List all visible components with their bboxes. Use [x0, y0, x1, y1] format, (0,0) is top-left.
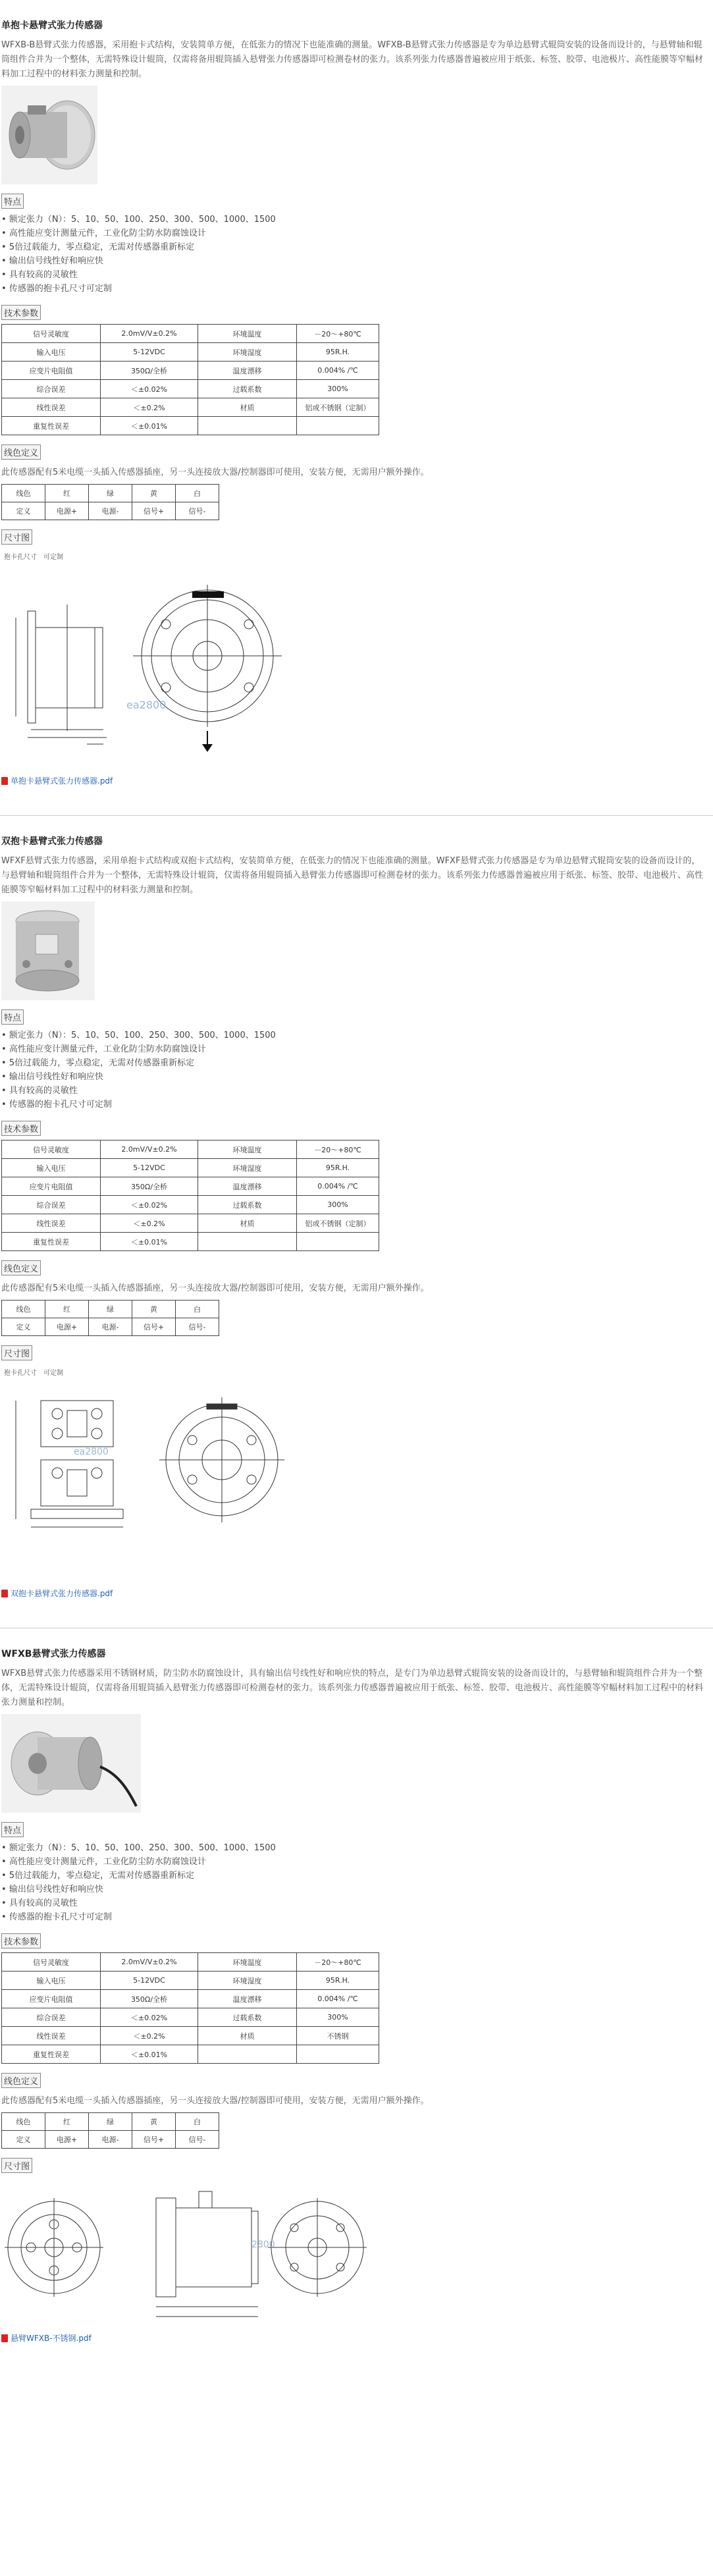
product-description: WFXB-B悬臂式张力传感器，采用抱卡式结构，安装简单方便，在低张力的情况下也能准确的测量。WFXB-B悬臂式张力传感器是专为单边悬臂式辊筒安装的设备而设计的，与悬臂轴和辊筒组件合并为一个整体，无需特殊设计辊筒，仅需将备用辊筒插入悬臂张力传感器即可检测卷材的张力。该系列张力传感器普遍被应用于纸张、标签、胶带、电池极片、高性能膜等窄幅材料加工过程中的材料张力测量和控制。 [1, 40, 704, 79]
features-tag: 特点 [1, 1009, 24, 1025]
spec-cell: 环境湿度 [198, 1972, 297, 1990]
pdf-label: 悬臂WFXB-不锈钢.pdf [11, 2334, 92, 2343]
spec-cell: ＜±0.01% [101, 417, 198, 435]
spec-cell: 材质 [198, 398, 297, 417]
wire-cell: 红 [45, 485, 89, 502]
spec-cell: 环境湿度 [198, 1159, 297, 1177]
spec-cell: 5-12VDC [101, 1972, 198, 1990]
wire-cell: 信号- [176, 2131, 219, 2149]
spec-cell: 重复性误差 [2, 417, 101, 435]
table-row [2, 1196, 379, 1214]
pdf-icon [1, 1590, 8, 1597]
params-tag: 技术参数 [1, 1121, 41, 1136]
wire-cell: 红 [45, 1301, 89, 1318]
drawing-caption: 抱卡孔尺寸 可定制 [4, 1370, 63, 1377]
params-tag: 技术参数 [1, 1933, 41, 1948]
spec-cell: 铝或不锈钢（定制） [297, 398, 379, 417]
feature-item: • 高性能应变计测量元件，工业化防尘防水防腐蚀设计 [1, 227, 713, 240]
spec-cell: 铝或不锈钢（定制） [297, 1214, 379, 1233]
feature-item: • 具有较高的灵敏性 [1, 268, 713, 282]
features-list [0, 1841, 713, 1924]
spec-cell: 350Ω/全桥 [101, 362, 198, 380]
product-section-3 [0, 1628, 713, 2344]
spec-cell: 0.004% /℃ [297, 1177, 379, 1196]
table-row [2, 2131, 219, 2149]
drawing-caption: 抱卡孔尺寸 可定制 [4, 554, 63, 561]
table-row [2, 417, 379, 435]
spec-cell [198, 1233, 297, 1251]
table-row [2, 1972, 379, 1990]
spec-cell: －20～+80℃ [297, 1140, 379, 1159]
pdf-download-link[interactable] [1, 2332, 713, 2344]
spec-table [1, 1952, 379, 2064]
spec-cell: 0.004% /℃ [297, 362, 379, 380]
spec-cell: 95R.H. [297, 1972, 379, 1990]
spec-cell: 信号灵敏度 [2, 325, 101, 343]
table-row [2, 1301, 219, 1318]
spec-cell [198, 2045, 297, 2064]
pdf-icon [1, 2334, 8, 2342]
spec-cell: 过载系数 [198, 1196, 297, 1214]
svg-text:2800: 2800 [251, 2240, 275, 2250]
feature-item: • 具有较高的灵敏性 [1, 1896, 713, 1910]
spec-cell: 综合误差 [2, 1196, 101, 1214]
spec-cell: 温度漂移 [198, 1177, 297, 1196]
spec-cell: ＜±0.01% [101, 2045, 198, 2064]
table-row [2, 2045, 379, 2064]
wiring-tag: 线色定义 [1, 1260, 41, 1275]
features-list [0, 213, 713, 296]
table-row [2, 1233, 379, 1251]
spec-cell: ＜±0.02% [101, 1196, 198, 1214]
feature-item: • 额定张力（N）：5、10、50、100、250、300、500、1000、1500 [1, 1841, 713, 1855]
product-photo [1, 86, 97, 184]
product-section-1 [0, 0, 713, 816]
dimensions-tag: 尺寸图 [1, 2158, 32, 2173]
wiring-note: 此传感器配有5米电缆一头插入传感器插座，另一头连接放大器/控制器即可使用，安装方便，无需用户额外操作。 [1, 1283, 429, 1293]
wire-cell: 信号+ [132, 1318, 176, 1336]
wire-cell: 线色 [2, 2113, 45, 2131]
spec-cell: 0.004% /℃ [297, 1990, 379, 2008]
feature-item: • 额定张力（N）：5、10、50、100、250、300、500、1000、1500 [1, 213, 713, 227]
wire-cell: 电源+ [45, 502, 89, 520]
wire-cell: 绿 [89, 2113, 132, 2131]
feature-item: • 传感器的抱卡孔尺寸可定制 [1, 1098, 713, 1112]
wire-cell: 信号- [176, 1318, 219, 1336]
wire-cell: 定义 [2, 2131, 45, 2149]
spec-cell: 综合误差 [2, 2008, 101, 2027]
feature-item: • 高性能应变计测量元件，工业化防尘防水防腐蚀设计 [1, 1042, 713, 1056]
spec-cell: 综合误差 [2, 380, 101, 398]
dimension-drawing [1, 551, 713, 768]
table-row [2, 1953, 379, 1972]
spec-cell: 输入电压 [2, 1972, 101, 1990]
feature-item: • 5倍过载能力，零点稳定，无需对传感器重新标定 [1, 240, 713, 254]
wiring-tag: 线色定义 [1, 444, 41, 460]
wire-cell: 电源+ [45, 1318, 89, 1336]
spec-cell: ＜±0.2% [101, 2027, 198, 2045]
params-tag: 技术参数 [1, 305, 41, 320]
spec-cell: ＜±0.02% [101, 2008, 198, 2027]
spec-cell: 95R.H. [297, 1159, 379, 1177]
spec-cell: 应变片电阻值 [2, 1990, 101, 2008]
feature-item: • 输出信号线性好和响应快 [1, 1883, 713, 1896]
spec-cell: 过载系数 [198, 2008, 297, 2027]
table-row [2, 1318, 219, 1336]
spec-cell: 300% [297, 2008, 379, 2027]
spec-cell: 300% [297, 380, 379, 398]
spec-cell [297, 2045, 379, 2064]
feature-item: • 输出信号线性好和响应快 [1, 1070, 713, 1084]
table-row [2, 2008, 379, 2027]
dimension-drawing [1, 2178, 713, 2326]
spec-cell: 350Ω/全桥 [101, 1177, 198, 1196]
wire-cell: 白 [176, 2113, 219, 2131]
spec-cell: 信号灵敏度 [2, 1953, 101, 1972]
spec-cell: 线性误差 [2, 398, 101, 417]
spec-cell: ＜±0.01% [101, 1233, 198, 1251]
svg-text:ea2800: ea2800 [126, 699, 167, 711]
feature-item: • 传感器的抱卡孔尺寸可定制 [1, 1910, 713, 1924]
spec-cell: 应变片电阻值 [2, 1177, 101, 1196]
product-title: 单抱卡悬臂式张力传感器 [1, 20, 103, 31]
spec-cell: 输入电压 [2, 343, 101, 362]
spec-cell: 温度漂移 [198, 362, 297, 380]
product-section-2 [0, 816, 713, 1628]
wire-cell: 电源+ [45, 2131, 89, 2149]
spec-cell: 5-12VDC [101, 343, 198, 362]
feature-item: • 额定张力（N）：5、10、50、100、250、300、500、1000、1500 [1, 1029, 713, 1042]
spec-cell: 环境湿度 [198, 343, 297, 362]
spec-cell: ＜±0.2% [101, 1214, 198, 1233]
wire-cell: 黄 [132, 1301, 176, 1318]
feature-item: • 传感器的抱卡孔尺寸可定制 [1, 282, 713, 296]
spec-table [1, 324, 379, 435]
table-row [2, 1214, 379, 1233]
wiring-table [1, 1300, 219, 1336]
spec-cell: ＜±0.2% [101, 398, 198, 417]
product-title: WFXB悬臂式张力传感器 [1, 1649, 106, 1659]
spec-cell: 2.0mV/V±0.2% [101, 1140, 198, 1159]
wire-cell: 信号- [176, 502, 219, 520]
wire-cell: 信号+ [132, 502, 176, 520]
features-tag: 特点 [1, 194, 24, 209]
wiring-table [1, 484, 219, 520]
spec-cell: 环境温度 [198, 1140, 297, 1159]
wire-cell: 定义 [2, 502, 45, 520]
spec-cell: 环境温度 [198, 325, 297, 343]
product-photo [1, 901, 95, 1000]
table-row [2, 502, 219, 520]
spec-cell: 2.0mV/V±0.2% [101, 325, 198, 343]
spec-cell: －20～+80℃ [297, 325, 379, 343]
dimension-drawing [1, 1367, 713, 1581]
spec-cell: 材质 [198, 1214, 297, 1233]
wire-cell: 白 [176, 485, 219, 502]
wire-cell: 电源- [89, 502, 132, 520]
product-description: WFXF悬臂式张力传感器，采用单抱卡式结构或双抱卡式结构，安装简单方便，在低张力的情况下也能准确的测量。WFXF悬臂式张力传感器是专为单边悬臂式辊筒安装的设备而设计的，与悬臂轴和辊筒组件合并为一个整体，无需特殊设计辊筒，仅需将备用辊筒插入悬臂张力传感器即可检测卷材的张力。该系列张力传感器普遍被应用于纸张、标签、胶带、电池极片、高性能膜等窄幅材料加工过程中的材料张力测量和控制。 [1, 856, 704, 895]
table-row [2, 2113, 219, 2131]
table-row [2, 2027, 379, 2045]
dimensions-tag: 尺寸图 [1, 1345, 32, 1360]
spec-cell [198, 417, 297, 435]
wiring-note: 此传感器配有5米电缆一头插入传感器插座，另一头连接放大器/控制器即可使用，安装方便，无需用户额外操作。 [1, 468, 429, 477]
spec-cell: 应变片电阻值 [2, 362, 101, 380]
pdf-label: 双抱卡悬臂式张力传感器.pdf [11, 1589, 113, 1598]
spec-cell: 重复性误差 [2, 1233, 101, 1251]
wire-cell: 绿 [89, 1301, 132, 1318]
table-row [2, 1177, 379, 1196]
wiring-table [1, 2112, 219, 2149]
table-row [2, 1159, 379, 1177]
feature-item: • 具有较高的灵敏性 [1, 1084, 713, 1098]
table-row [2, 1140, 379, 1159]
pdf-download-link[interactable] [1, 775, 713, 786]
spec-cell: 信号灵敏度 [2, 1140, 101, 1159]
spec-cell: 300% [297, 1196, 379, 1214]
wire-cell: 黄 [132, 2113, 176, 2131]
spec-cell: 线性误差 [2, 1214, 101, 1233]
table-row [2, 325, 379, 343]
wire-cell: 定义 [2, 1318, 45, 1336]
pdf-icon [1, 777, 8, 785]
table-row [2, 398, 379, 417]
features-list [0, 1029, 713, 1112]
spec-cell: 材质 [198, 2027, 297, 2045]
spec-cell: 温度漂移 [198, 1990, 297, 2008]
table-row [2, 380, 379, 398]
feature-item: • 5倍过载能力，零点稳定，无需对传感器重新标定 [1, 1869, 713, 1883]
table-row [2, 485, 219, 502]
table-row [2, 362, 379, 380]
spec-cell: ＜±0.02% [101, 380, 198, 398]
spec-table [1, 1140, 379, 1251]
svg-text:ea2800: ea2800 [74, 1447, 109, 1457]
wire-cell: 绿 [89, 485, 132, 502]
wire-cell: 白 [176, 1301, 219, 1318]
spec-cell: 重复性误差 [2, 2045, 101, 2064]
table-row [2, 1990, 379, 2008]
product-photo [1, 1714, 141, 1813]
spec-cell: 5-12VDC [101, 1159, 198, 1177]
feature-item: • 输出信号线性好和响应快 [1, 254, 713, 268]
wire-cell: 电源- [89, 2131, 132, 2149]
spec-cell [297, 417, 379, 435]
feature-item: • 5倍过载能力，零点稳定，无需对传感器重新标定 [1, 1056, 713, 1070]
spec-cell: 350Ω/全桥 [101, 1990, 198, 2008]
spec-cell: 环境温度 [198, 1953, 297, 1972]
feature-item: • 高性能应变计测量元件，工业化防尘防水防腐蚀设计 [1, 1855, 713, 1869]
wire-cell: 线色 [2, 1301, 45, 1318]
spec-cell: 95R.H. [297, 343, 379, 362]
spec-cell: 2.0mV/V±0.2% [101, 1953, 198, 1972]
wire-cell: 黄 [132, 485, 176, 502]
dimensions-tag: 尺寸图 [1, 529, 32, 545]
product-title: 双抱卡悬臂式张力传感器 [1, 836, 103, 847]
pdf-label: 单抱卡悬臂式张力传感器.pdf [11, 776, 113, 786]
wiring-note: 此传感器配有5米电缆一头插入传感器插座，另一头连接放大器/控制器即可使用，安装方便，无需用户额外操作。 [1, 2096, 429, 2106]
features-tag: 特点 [1, 1822, 24, 1837]
spec-cell [297, 1233, 379, 1251]
wire-cell: 信号+ [132, 2131, 176, 2149]
product-description: WFXB悬臂式张力传感器采用不锈钢材质，防尘防水防腐蚀设计，具有输出信号线性好和响应快的特点，是专门为单边悬臂式辊筒安装的设备而设计的，与悬臂轴和辊筒组件合并为一个整体，无需特殊设计辊筒，仅需将备用辊筒插入悬臂张力传感器即可检测卷材的张力。该系列张力传感器普遍被应用于纸张、标签、胶带、电池极片、高性能膜等窄幅材料加工过程中的材料张力测量和控制。 [1, 1669, 704, 1707]
wire-cell: 线色 [2, 485, 45, 502]
spec-cell: 不锈钢 [297, 2027, 379, 2045]
pdf-download-link[interactable] [1, 1588, 713, 1599]
wire-cell: 电源- [89, 1318, 132, 1336]
spec-cell: 输入电压 [2, 1159, 101, 1177]
spec-cell: 过载系数 [198, 380, 297, 398]
table-row [2, 343, 379, 362]
spec-cell: 线性误差 [2, 2027, 101, 2045]
spec-cell: －20～+80℃ [297, 1953, 379, 1972]
wire-cell: 红 [45, 2113, 89, 2131]
wiring-tag: 线色定义 [1, 2073, 41, 2088]
